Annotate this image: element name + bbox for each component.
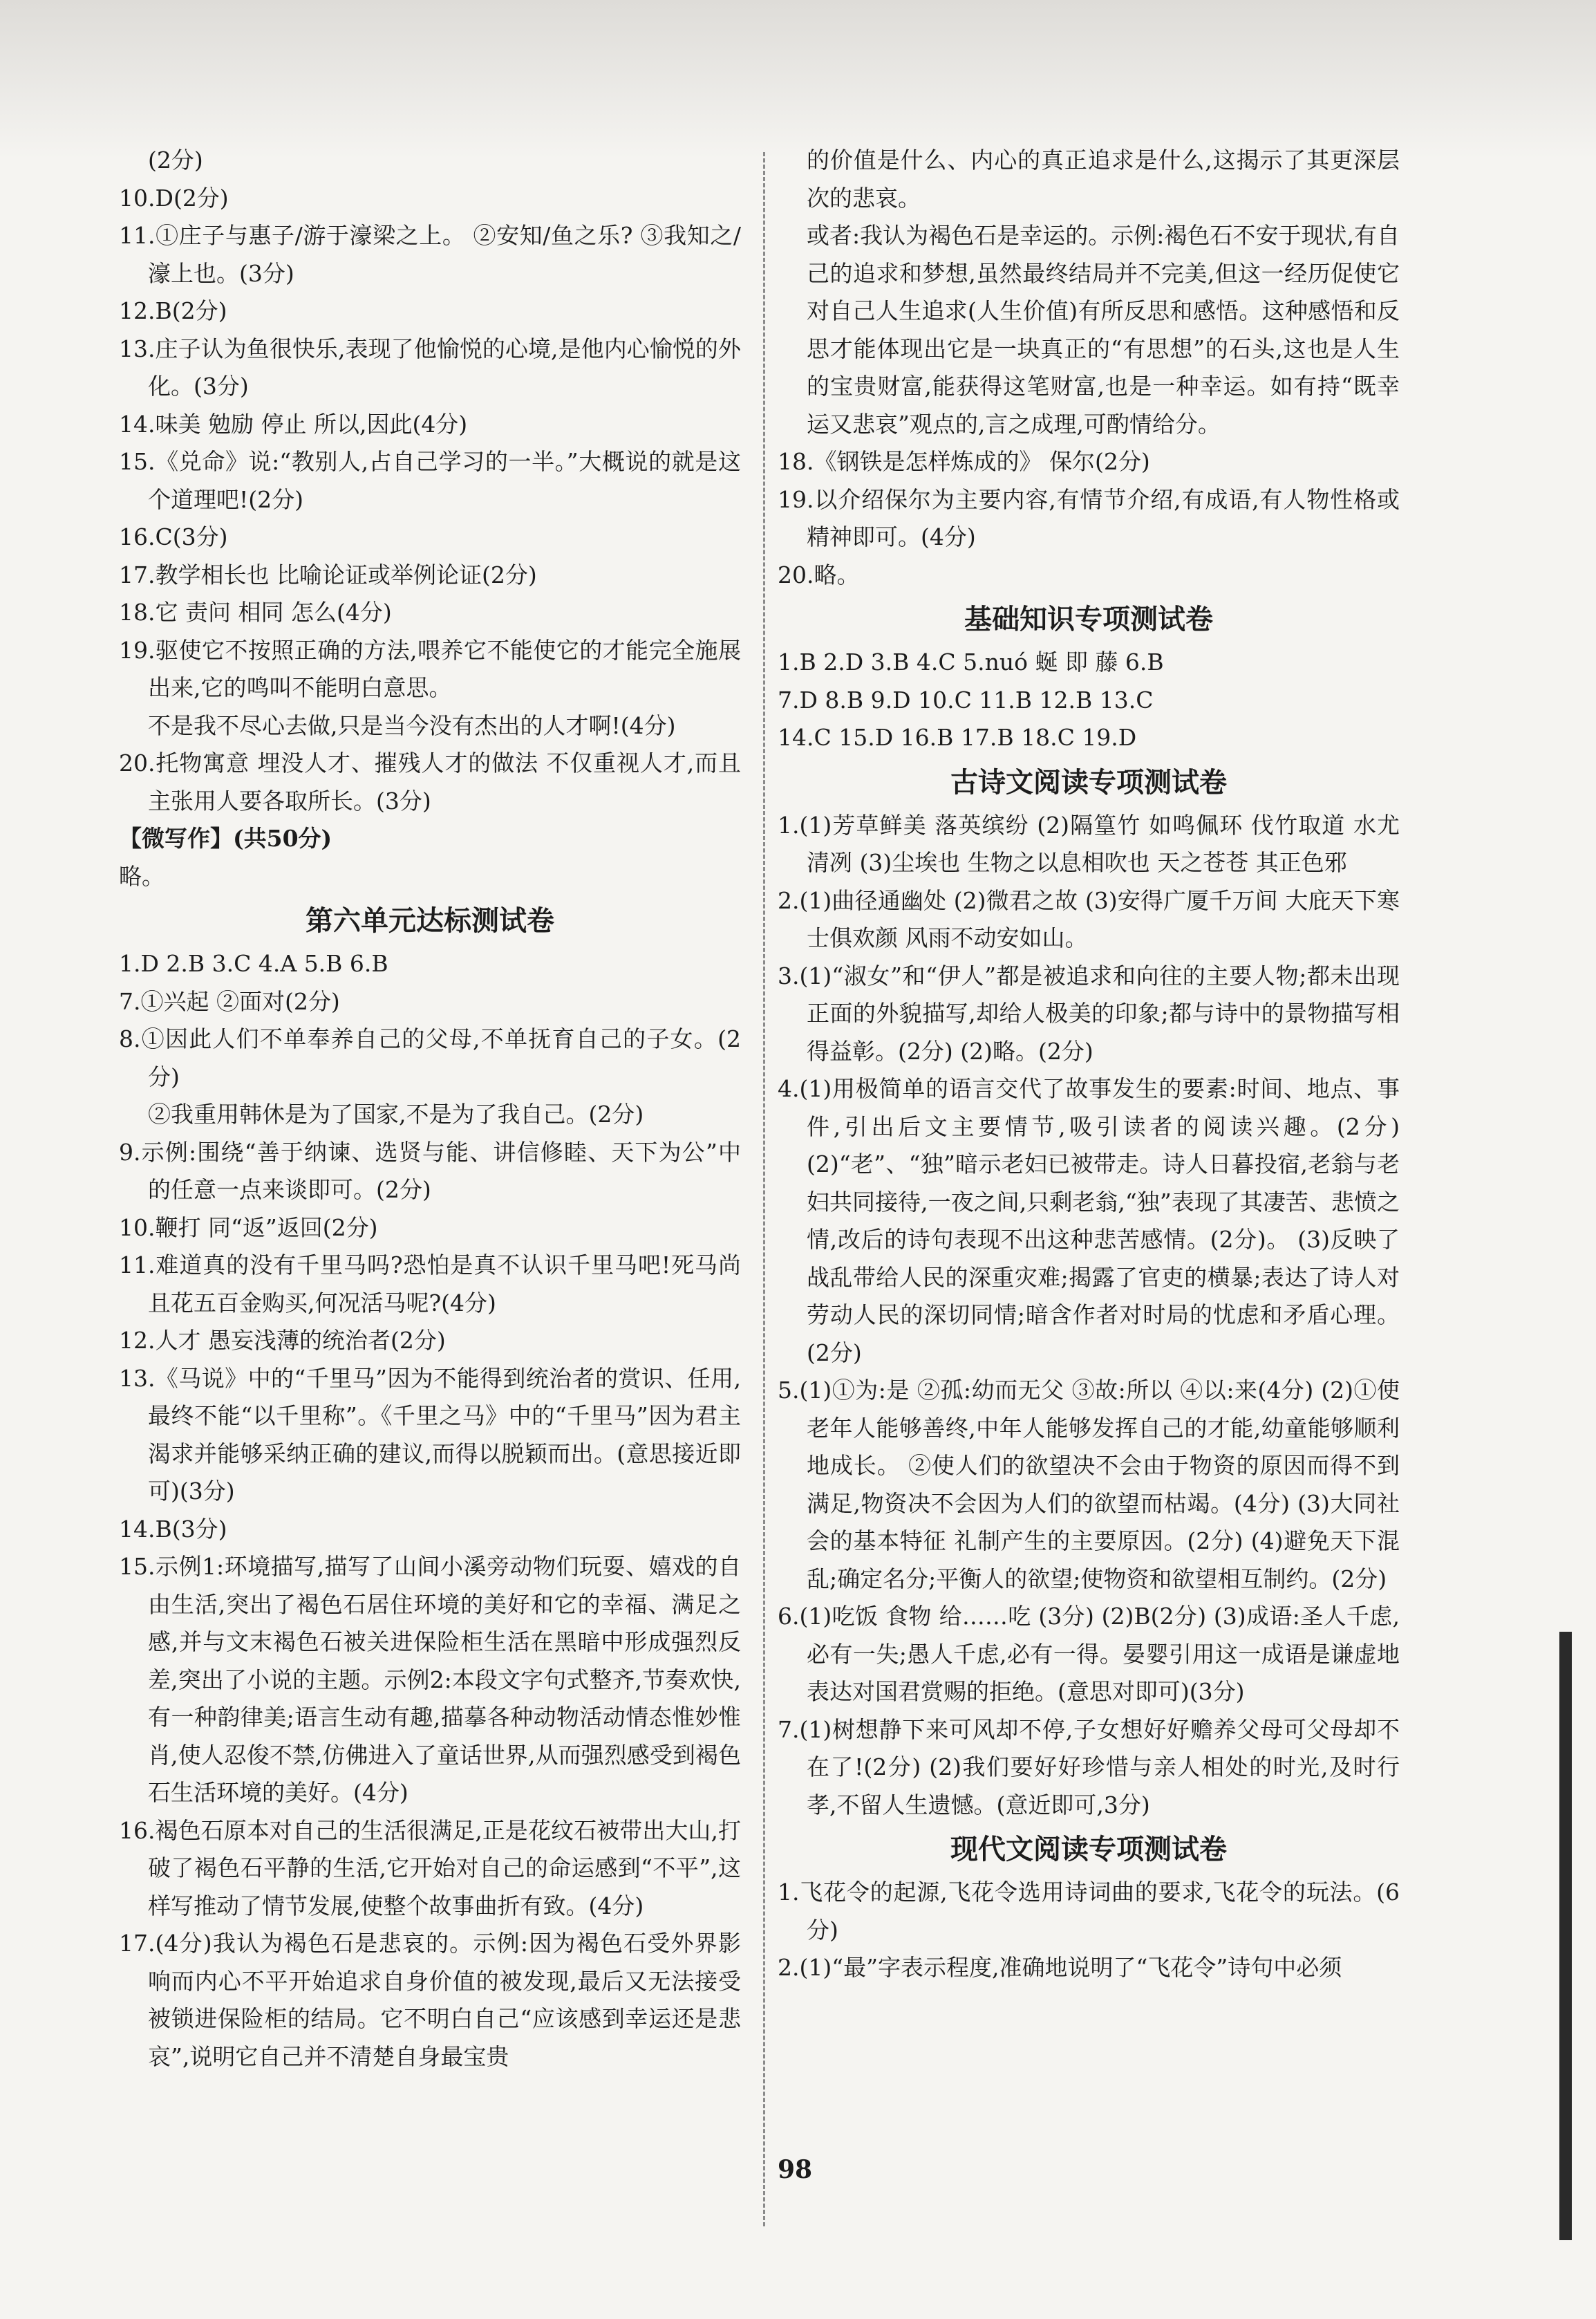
answer-line: 6.(1)吃饭 食物 给……吃 (3分) (2)B(2分) (3)成语:圣人千虑,必有一失;愚人千虑,必有一得。晏婴引用这一成语是谦虚地表达对国君赏赐的拒绝。(意思对即可)(3分) [778,1603,1400,1705]
answer-line: 20.略。 [778,561,860,588]
answer-line: 1.D 2.B 3.C 4.A 5.B 6.B [119,950,388,977]
answer-line: 11.难道真的没有千里马吗?恐怕是真不认识千里马吧!死马尚且花五百金购买,何况活马呢?(4分) [119,1251,741,1316]
section-title-classical: 古诗文阅读专项测试卷 [950,766,1227,799]
answer-line: 7.①兴起 ②面对(2分) [119,987,340,1015]
answer-line: 的价值是什么、内心的真正追求是什么,这揭示了其更深层次的悲哀。 [807,147,1400,212]
scan-shadow [0,0,1596,159]
answer-line: 或者:我认为褐色石是幸运的。示例:褐色石不安于现状,有自己的追求和梦想,虽然最终结局并不完美,但这一经历促使它对自己人生追求(人生价值)有所反思和感悟。这种感悟和反思才能体现出它是一块真正的“有思想”的石头,这也是人生的宝贵财富,能获得这笔财富,也是一种幸运。如有持“既幸运又悲哀”观点的,言之成理,可酌情给分。 [807,222,1400,438]
answer-line: 15.示例1:环境描写,描写了山间小溪旁动物们玩耍、嬉戏的自由生活,突出了褐色石居住环境的美好和它的幸福、满足之感,并与文末褐色石被关进保险柜生活在黑暗中形成强烈反差,突出了小说的主题。示例2:本段文字句式整齐,节奏欢快,有一种韵律美;语言生动有趣,描摹各种动物活动情态惟妙惟肖,使人忍俊不禁,仿佛进入了童话世界,从而强烈感受到褐色石生活环境的美好。(4分) [119,1553,741,1806]
answer-line: 1.B 2.D 3.B 4.C 5.nuó 蜒 即 藤 6.B [778,649,1164,676]
answer-line: 8.①因此人们不单奉养自己的父母,不单抚育自己的子女。(2分) [119,1025,741,1090]
answer-line: 19.以介绍保尔为主要内容,有情节介绍,有成语,有人物性格或精神即可。(4分) [778,485,1400,550]
page-number: 98 [777,2155,813,2184]
left-column [119,142,741,2076]
answer-line: 17.教学相长也 比喻论证或举例论证(2分) [119,561,537,588]
section-title-basic: 基础知识专项测试卷 [964,604,1213,635]
answer-line: 2.(1)曲径通幽处 (2)微君之故 (3)安得广厦千万间 大庇天下寒士俱欢颜 风雨不动安如山。 [778,886,1400,951]
answer-line: 12.人才 愚妄浅薄的统治者(2分) [119,1327,446,1354]
microwriting-answer: 略。 [119,862,165,890]
answer-line: 14.味美 勉励 停止 所以,因此(4分) [119,410,468,438]
scan-edge-bar [1559,1632,1572,2240]
answer-line: 20.托物寓意 埋没人才、摧残人才的做法 不仅重视人才,而且主张用人要各取所长。(3分) [119,749,741,814]
answer-line: ②我重用韩休是为了国家,不是为了我自己。(2分) [148,1101,644,1128]
answer-line: (2分) [148,147,203,174]
answer-line: 10.鞭打 同“返”返回(2分) [119,1213,378,1241]
answer-line: 16.褐色石原本对自己的生活很满足,正是花纹石被带出大山,打破了褐色石平静的生活,它开始对自己的命运感到“不平”,这样写推动了情节发展,使整个故事曲折有致。(4分) [119,1816,741,1919]
answer-line: 2.(1)“最”字表示程度,准确地说明了“飞花令”诗句中必须 [778,1954,1342,1981]
answer-line: 5.(1)①为:是 ②孤:幼而无父 ③故:所以 ④以:来(4分) (2)①使老年人能够善终,中年人能够发挥自己的才能,幼童能够顺利地成长。 ②使人们的欲望决不会由于物资的原因而得不到满足,物资决不会因为人们的欲望而枯竭。(4分) (3)大同社会的基本特征 礼制产生的主要原因。(2分) (4)避免天下混乱;确定名分;平衡人的欲望;使物资和欲望相互制约。(2分) [778,1377,1400,1592]
right-column [778,142,1400,1987]
answer-line: 7.D 8.B 9.D 10.C 11.B 12.B 13.C [778,686,1154,714]
answer-line: 7.(1)树想静下来可风却不停,子女想好好赡养父母可父母却不在了!(2分) (2)我们要好好珍惜与亲人相处的时光,及时行孝,不留人生遗憾。(意近即可,3分) [778,1715,1400,1818]
answer-line: 18.它 责问 相同 怎么(4分) [119,599,392,626]
answer-line: 不是我不尽心去做,只是当今没有杰出的人才啊!(4分) [148,711,676,739]
answer-line: 14.C 15.D 16.B 17.B 18.C 19.D [778,724,1137,751]
answer-line: 10.D(2分) [119,184,229,212]
column-divider [763,152,765,2226]
answer-line: 13.《马说》中的“千里马”因为不能得到统治者的赏识、任用,最终不能“以千里称”。《千里之马》中的“千里马”因为君主渴求并能够采纳正确的建议,而得以脱颖而出。(意思接近即可)(3分) [119,1364,741,1505]
answer-line: 3.(1)“淑女”和“伊人”都是被追求和向往的主要人物;都未出现正面的外貌描写,却给人极美的印象;都与诗中的景物描写相得益彰。(2分) (2)略。(2分) [778,962,1400,1065]
answer-line: 1.飞花令的起源,飞花令选用诗词曲的要求,飞花令的玩法。(6分) [778,1879,1400,1944]
answer-line: 18.《钢铁是怎样炼成的》 保尔(2分) [778,448,1150,475]
microwriting-label: 【微写作】(共50分) [119,825,332,852]
answer-line: 15.《兑命》说:“教别人,占自己学习的一半。”大概说的就是这个道理吧!(2分) [119,448,741,513]
answer-line: 17.(4分)我认为褐色石是悲哀的。示例:因为褐色石受外界影响而内心不平开始追求自身价值的被发现,最后又无法接受被锁进保险柜的结局。它不明白自己“应该感到幸运还是悲哀”,说明它自己并不清楚自身最宝贵 [119,1930,741,2070]
answer-line: 11.①庄子与惠子/游于濠梁之上。 ②安知/鱼之乐? ③我知之/濠上也。(3分) [119,222,741,287]
answer-line: 19.驱使它不按照正确的方法,喂养它不能使它的才能完全施展出来,它的鸣叫不能明白意思。 [119,636,741,701]
answer-line: 9.示例:围绕“善于纳谏、选贤与能、讲信修睦、天下为公”中的任意一点来谈即可。(2分) [119,1138,741,1203]
section-title-unit6: 第六单元达标测试卷 [306,905,554,937]
answer-line: 4.(1)用极简单的语言交代了故事发生的要素:时间、地点、事件,引出后文主要情节,吸引读者的阅读兴趣。(2分) (2)“老”、“独”暗示老妇已被带走。诗人日暮投宿,老翁与老妇共同接待,一夜之间,只剩老翁,“独”表现了其凄苦、悲愤之情,改后的诗句表现不出这种悲苦感情。(2分)。 (3)反映了战乱带给人民的深重灾难;揭露了官吏的横暴;表达了诗人对劳动人民的深切同情;暗含作者对时局的忧虑和矛盾心理。(2分) [778,1075,1400,1366]
answer-line: 13.庄子认为鱼很快乐,表现了他愉悦的心境,是他内心愉悦的外化。(3分) [119,335,741,400]
answer-line: 12.B(2分) [119,297,227,324]
answer-line: 16.C(3分) [119,523,228,550]
answer-line: 14.B(3分) [119,1515,227,1543]
answer-line: 1.(1)芳草鲜美 落英缤纷 (2)隔篁竹 如鸣佩环 伐竹取道 水尤清冽 (3)尘埃也 生物之以息相吹也 天之苍苍 其正色邪 [778,811,1400,876]
section-title-modern: 现代文阅读专项测试卷 [950,1834,1227,1865]
